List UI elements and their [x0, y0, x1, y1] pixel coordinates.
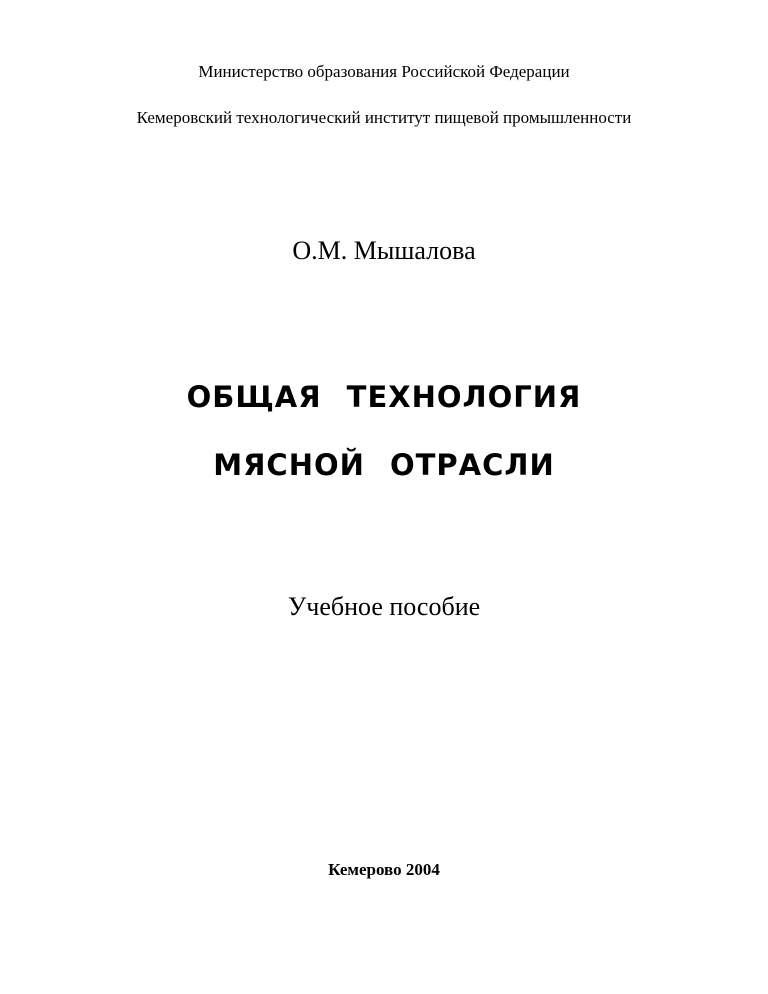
- ministry-name: Министерство образования Российской Федерации: [198, 62, 570, 81]
- author-name: О.М. Мышалова: [292, 236, 476, 265]
- document-type-subtitle: Учебное пособие: [287, 592, 481, 621]
- title-line-2: МЯСНОЙ ОТРАСЛИ: [213, 448, 555, 482]
- institute-name: Кемеровский технологический институт пищевой промышленности: [136, 108, 632, 127]
- city-year-footer: Кемерово 2004: [328, 860, 440, 879]
- title-line-1: ОБЩАЯ ТЕХНОЛОГИЯ: [186, 380, 582, 414]
